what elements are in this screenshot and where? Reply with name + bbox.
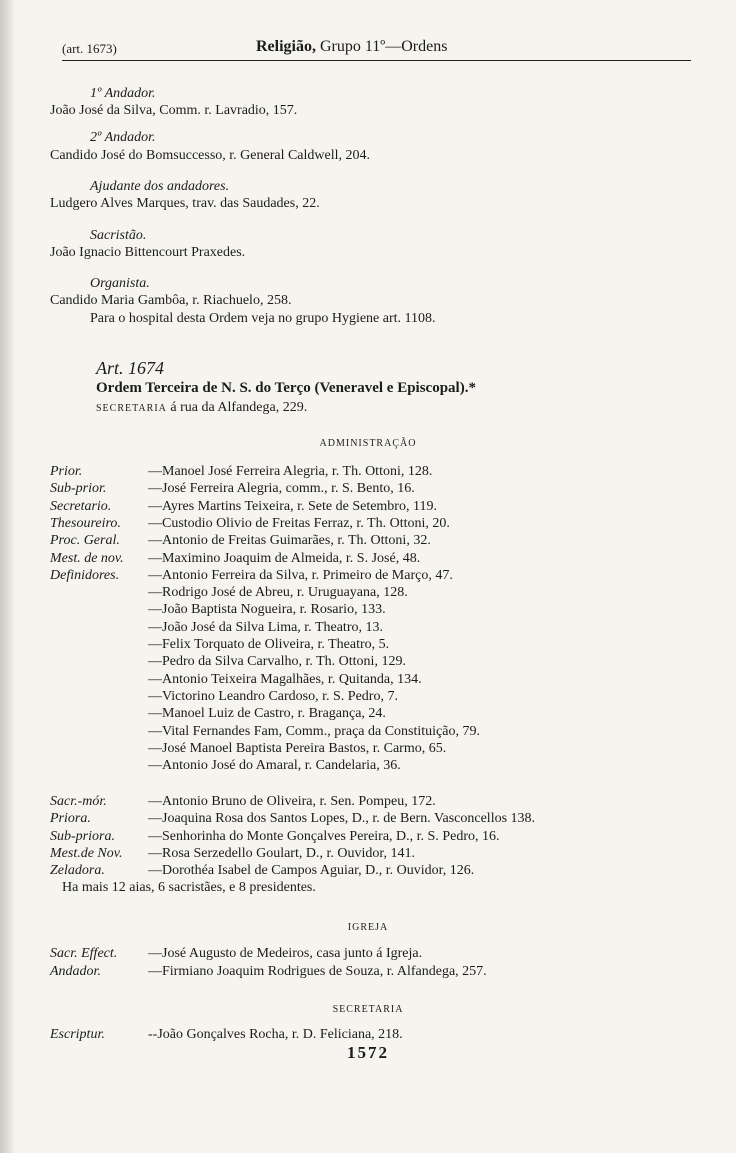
hospital-note: Para o hospital desta Ordem veja no grupo Hygiene art. 1108. xyxy=(90,311,436,326)
sacristy-label: Priora. xyxy=(50,811,91,827)
administracao-entry: —Maximino Joaquim de Almeida, r. S. José, 48. xyxy=(148,550,421,566)
administracao-label: Sub-prior. xyxy=(50,481,107,497)
secretaria-text: á rua da Alfandega, 229. xyxy=(170,400,308,415)
secretaria-label: Escriptur. xyxy=(50,1027,105,1042)
administracao-entry: —Custodio Olivio de Freitas Ferraz, r. Th. Ottoni, 20. xyxy=(148,515,450,531)
igreja-entry: —Firmiano Joaquim Rodrigues de Souza, r. Alfandega, 257. xyxy=(148,963,487,979)
administracao-label: Prior. xyxy=(50,464,83,479)
scan-edge-shadow xyxy=(0,0,16,1153)
header-title-rest: Grupo 11º—Ordens xyxy=(316,38,448,55)
role-andador-1: 1º Andador. xyxy=(90,86,156,101)
igreja-label: Andador. xyxy=(50,963,101,979)
entry-sacristao: João Ignacio Bittencourt Praxedes. xyxy=(50,245,246,260)
role-sacristao: Sacristão. xyxy=(90,228,147,243)
administracao-label: Proc. Geral. xyxy=(50,533,120,549)
administracao-entry: —Manoel José Ferreira Alegria, r. Th. Ottoni, 128. xyxy=(148,464,433,479)
sacristy-label: Zeladora. xyxy=(50,863,105,879)
igreja-label: Sacr. Effect. xyxy=(50,946,118,961)
entry-ajudante: Ludgero Alves Marques, trav. das Saudades, 22. xyxy=(50,196,320,211)
sacristy-entry: —Antonio Bruno de Oliveira, r. Sen. Pompeu, 172. xyxy=(148,794,436,809)
administracao-entry: —Felix Torquato de Oliveira, r. Theatro, 5. xyxy=(148,637,390,652)
sacristy-entry: —Dorothéa Isabel de Campos Aguiar, D., r. Ouvidor, 126. xyxy=(148,863,475,879)
administracao-entry: —João Baptista Nogueira, r. Rosario, 133. xyxy=(148,602,386,618)
entry-organista: Candido Maria Gambôa, r. Riachuelo, 258. xyxy=(50,293,292,308)
article-secretaria xyxy=(96,400,307,417)
entry-andador-2: Candido José do Bomsuccesso, r. General Caldwell, 204. xyxy=(50,148,371,163)
article-number: Art. 1674 xyxy=(96,358,165,378)
secretaria-label: SECRETARIA xyxy=(96,403,167,414)
administracao-entry: —Victorino Leandro Cardoso, r. S. Pedro, 7. xyxy=(148,688,398,704)
header-ref: (art. 1673) xyxy=(62,41,117,56)
header-title xyxy=(256,39,447,55)
role-ajudante: Ajudante dos andadores. xyxy=(90,179,230,194)
role-andador-2: 2º Andador. xyxy=(90,130,156,145)
administracao-entry: —Antonio Ferreira da Silva, r. Primeiro de Março, 47. xyxy=(148,567,453,583)
administracao-entry: —Pedro da Silva Carvalho, r. Th. Ottoni, 129. xyxy=(148,654,406,670)
sacristy-entry: —Senhorinha do Monte Gonçalves Pereira, D., r. S. Pedro, 16. xyxy=(148,828,500,844)
extra-note: Ha mais 12 aias, 6 sacristães, e 8 presidentes. xyxy=(62,880,316,895)
sacristy-entry: —Rosa Serzedello Goulart, D., r. Ouvidor, 141. xyxy=(148,845,415,861)
secretaria-heading: SECRETARIA xyxy=(332,1004,404,1015)
entry-andador-1: João José da Silva, Comm. r. Lavradio, 157. xyxy=(50,103,298,118)
administracao-entry: —Antonio de Freitas Guimarães, r. Th. Ottoni, 32. xyxy=(148,533,431,549)
igreja-entry: —José Augusto de Medeiros, casa junto á Igreja. xyxy=(148,946,423,961)
administracao-label: Thesoureiro. xyxy=(50,515,121,531)
administracao-entry: —Vital Fernandes Fam, Comm., praça da Constituição, 79. xyxy=(148,723,480,739)
administracao-label: Secretario. xyxy=(50,498,112,514)
administracao-entry: —Rodrigo José de Abreu, r. Uruguayana, 128. xyxy=(148,585,408,601)
administracao-entry: —João José da Silva Lima, r. Theatro, 13. xyxy=(148,619,383,635)
page-number: 1572 xyxy=(347,1043,389,1062)
administracao-label: Definidores. xyxy=(50,567,120,583)
sacristy-label: Sub-priora. xyxy=(50,828,115,844)
sacristy-entry: —Joaquina Rosa dos Santos Lopes, D., r. de Bern. Vasconcellos 138. xyxy=(148,811,536,827)
sacristy-label: Mest.de Nov. xyxy=(50,845,123,861)
igreja-heading: IGREJA xyxy=(347,922,389,933)
secretaria-entry: --João Gonçalves Rocha, r. D. Feliciana, 218. xyxy=(148,1027,403,1042)
administracao-entry: —Manoel Luiz de Castro, r. Bragança, 24. xyxy=(148,706,386,722)
administracao-entry: —Antonio José do Amaral, r. Candelaria, 36. xyxy=(148,758,401,774)
header-title-bold: Religião, xyxy=(256,38,316,55)
administracao-label: Mest. de nov. xyxy=(50,550,124,566)
administracao-entry: —José Manoel Baptista Pereira Bastos, r. Carmo, 65. xyxy=(148,740,447,756)
header-rule xyxy=(62,60,691,61)
administracao-heading: ADMINISTRAÇÃO xyxy=(319,438,417,449)
administracao-entry: —José Ferreira Alegria, comm., r. S. Bento, 16. xyxy=(148,481,415,497)
administracao-entry: —Antonio Teixeira Magalhães, r. Quitanda, 134. xyxy=(148,671,422,687)
administracao-entry: —Ayres Martins Teixeira, r. Sete de Setembro, 119. xyxy=(148,498,437,514)
sacristy-label: Sacr.-mór. xyxy=(50,794,107,809)
article-name: Ordem Terceira de N. S. do Terço (Veneravel e Episcopal).* xyxy=(96,380,476,396)
role-organista: Organista. xyxy=(90,276,150,291)
